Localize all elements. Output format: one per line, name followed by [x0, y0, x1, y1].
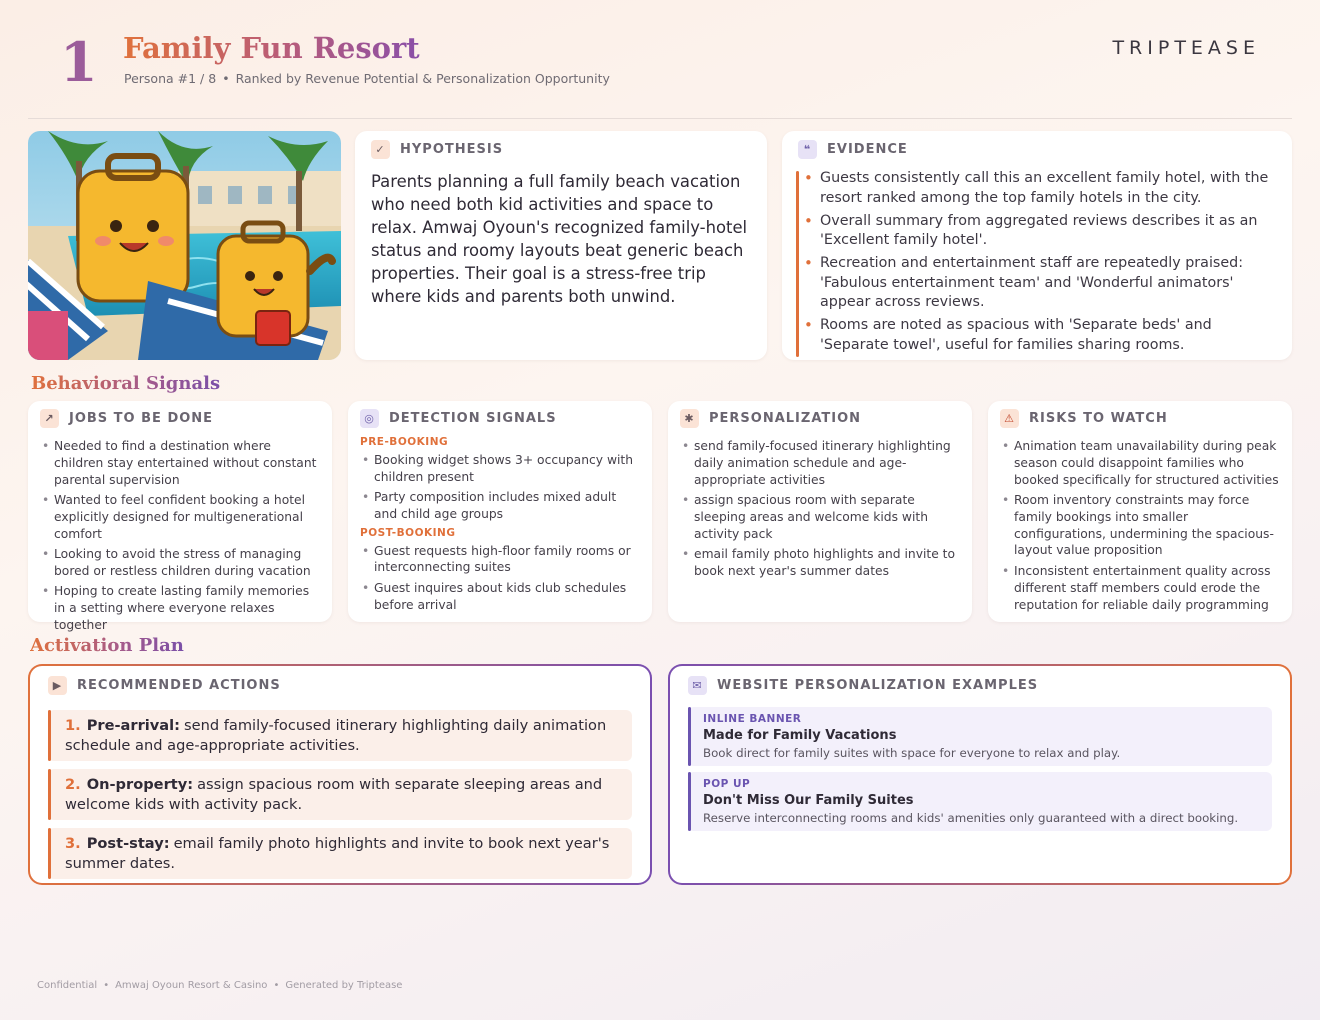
arrow-up-right-icon: ↗ [40, 409, 59, 428]
personalization-header [680, 409, 962, 428]
examples-header [688, 676, 1272, 695]
luggage-poolside-illustration [28, 131, 341, 360]
evidence-item: • Guests consistently call this an excellent family hotel, with the resort ranked among the top family hotels in the city. [820, 169, 1276, 208]
pre-booking-item: • Booking widget shows 3+ occupancy with children present [360, 452, 642, 486]
personalization-item: • assign spacious room with separate sleeping areas and welcome kids with activity pack [680, 492, 962, 542]
evidence-item: • Recreation and entertainment staff are repeatedly praised: 'Fabulous entertainment team' and 'Wonderful animators' appear across reviews. [820, 254, 1276, 313]
pre-booking-item: • Party composition includes mixed adult and child age groups [360, 489, 642, 523]
actions-header [48, 676, 632, 695]
example-body: Book direct for family suites with space for everyone to relax and play. [703, 746, 1121, 760]
footer-property: Amwaj Oyoun Resort & Casino [115, 980, 268, 991]
detection-card [348, 401, 652, 622]
action-number: 3. [65, 835, 81, 852]
hypothesis-header [371, 140, 751, 159]
activation-plan-title: Activation Plan [30, 635, 184, 656]
jobs-card [28, 401, 332, 633]
example-type: POP UP [703, 778, 751, 790]
example-pop-up [688, 772, 1272, 831]
warning-icon: ⚠ [1000, 409, 1019, 428]
action-phase: Pre-arrival: [86, 717, 180, 734]
risks-item: • Room inventory constraints may force family bookings into smaller configurations, undermining the spacious-layout value proposition [1000, 492, 1282, 559]
pre-booking-label: PRE-BOOKING [360, 436, 449, 448]
risks-card [988, 401, 1292, 622]
example-inline-banner [688, 707, 1272, 766]
evidence-header [798, 140, 1276, 159]
brand-logo: TRIPTEASE [1112, 37, 1260, 59]
jobs-item: • Needed to find a destination where children stay entertained without constant parental supervision [40, 438, 322, 488]
footer: Confidential • Amwaj Oyoun Resort & Casino • Generated by Triptease [37, 980, 403, 991]
header [0, 0, 1320, 120]
example-body: Reserve interconnecting rooms and kids' amenities only guaranteed with a direct booking. [703, 811, 1239, 825]
risks-label: RISKS TO WATCH [1029, 411, 1168, 426]
detection-label: DETECTION SIGNALS [389, 411, 557, 426]
action-text: email family photo highlights and invite to book next year's summer dates. [65, 835, 610, 872]
evidence-list [782, 169, 1276, 355]
page-subtitle: Persona #1 / 8 • Ranked by Revenue Potential & Personalization Opportunity [124, 71, 610, 86]
sparkle-icon: ✱ [680, 409, 699, 428]
jobs-header [40, 409, 322, 428]
action-phase: On-property: [86, 776, 194, 793]
detection-header [360, 409, 642, 428]
play-icon: ▶ [48, 676, 67, 695]
recommended-actions-box [28, 664, 652, 885]
risks-item: • Inconsistent entertainment quality across different staff members could erode the reputation for reliable daily programming [1000, 563, 1282, 613]
jobs-item: • Looking to avoid the stress of managing bored or restless children during vacation [40, 546, 322, 580]
evidence-label: EVIDENCE [827, 142, 908, 157]
example-type: INLINE BANNER [703, 713, 802, 725]
header-divider [28, 118, 1292, 119]
persona-illustration [28, 131, 341, 360]
jobs-item: • Wanted to feel confident booking a hotel explicitly designed for multigenerational comfort [40, 492, 322, 542]
persona-count: Persona #1 / 8 [124, 71, 217, 86]
action-item [48, 710, 632, 761]
website-examples-box [668, 664, 1292, 885]
action-text: assign spacious room with separate sleeping areas and welcome kids with activity pack. [65, 776, 603, 813]
action-item [48, 769, 632, 820]
personalization-card [668, 401, 972, 622]
hypothesis-card [355, 131, 767, 360]
personalization-label: PERSONALIZATION [709, 411, 862, 426]
actions-label: RECOMMENDED ACTIONS [77, 678, 281, 693]
personalization-item: • send family-focused itinerary highlighting daily animation schedule and age-appropriate activities [680, 438, 962, 488]
post-booking-label: POST-BOOKING [360, 526, 456, 539]
example-title: Don't Miss Our Family Suites [703, 793, 914, 808]
action-number: 1. [65, 717, 81, 734]
example-title: Made for Family Vacations [703, 728, 897, 743]
persona-rank: 1 [60, 30, 98, 94]
action-text: send family-focused itinerary highlighting daily animation schedule and age-appropriate activities. [65, 717, 607, 754]
action-number: 2. [65, 776, 81, 793]
footer-generated: Generated by Triptease [285, 980, 403, 991]
ranking-note: Ranked by Revenue Potential & Personalization Opportunity [235, 71, 610, 86]
action-phase: Post-stay: [86, 835, 170, 852]
hypothesis-text: Parents planning a full family beach vacation who need both kid activities and space to relax. Amwaj Oyoun's recognized family-hotel status and roomy layouts beat generic beach properties. Their goal is a stress-free trip where kids and parents both unwind. [371, 172, 748, 306]
risks-item: • Animation team unavailability during peak season could disappoint families who booked specifically for structured activities [1000, 438, 1282, 488]
behavioral-signals-title: Behavioral Signals [31, 373, 221, 394]
action-item [48, 828, 632, 879]
evidence-item: • Rooms are noted as spacious with 'Separate beds' and 'Separate towel', useful for families sharing rooms. [820, 316, 1276, 355]
examples-label: WEBSITE PERSONALIZATION EXAMPLES [717, 678, 1039, 693]
evidence-item: • Overall summary from aggregated reviews describes it as an 'Excellent family hotel'. [820, 212, 1276, 251]
post-booking-item: • Guest requests high-floor family rooms or interconnecting suites [360, 543, 642, 577]
post-booking-item: • Guest inquires about kids club schedules before arrival [360, 580, 642, 614]
jobs-label: JOBS TO BE DONE [69, 411, 214, 426]
personalization-item: • email family photo highlights and invite to book next year's summer dates [680, 546, 962, 580]
target-icon: ◎ [360, 409, 379, 428]
risks-header [1000, 409, 1282, 428]
hypothesis-label: HYPOTHESIS [400, 142, 504, 157]
quote-icon: ❝ [798, 140, 817, 159]
evidence-accent-bar [796, 171, 799, 357]
evidence-card [782, 131, 1292, 360]
check-icon: ✓ [371, 140, 390, 159]
mail-icon: ✉ [688, 676, 707, 695]
page-title: Family Fun Resort [123, 28, 420, 68]
jobs-item: • Hoping to create lasting family memories in a setting where everyone relaxes together [40, 583, 322, 633]
footer-confidential: Confidential [37, 980, 98, 991]
